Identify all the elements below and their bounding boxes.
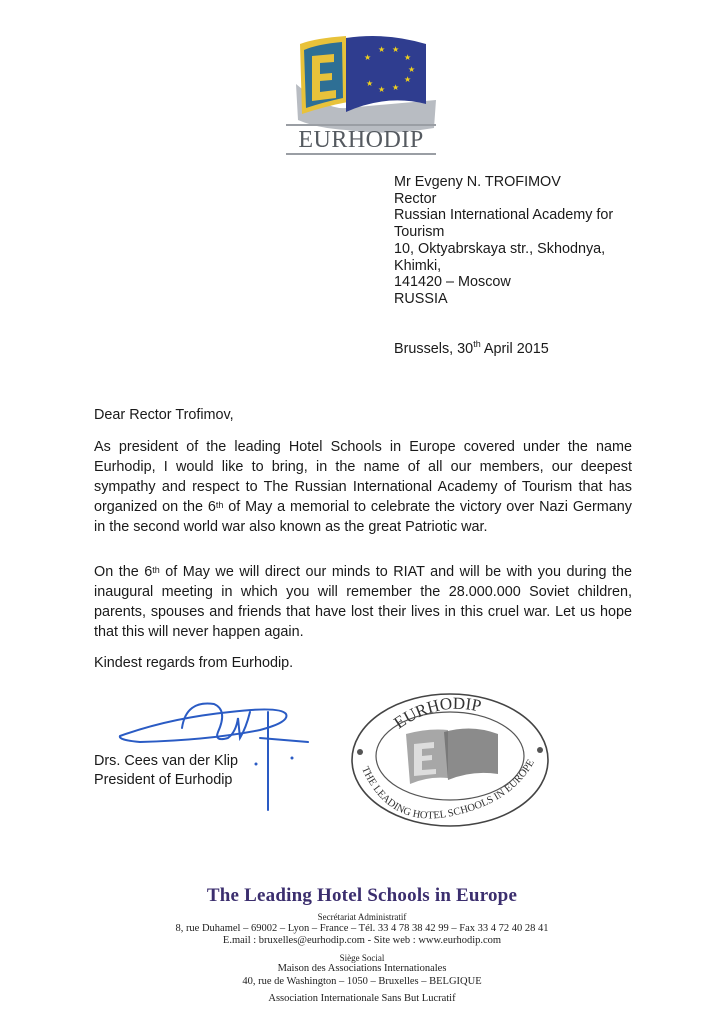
p2-text-b: of May we will direct our minds to RIAT and will be with you during the inaugural meeting in which you will remember the 28.000.000 Soviet children, parents, spouses and friends that have lost their lives in this cruel war. Let us hope that this will never happen again. xyxy=(94,564,632,640)
svg-text:★: ★ xyxy=(366,79,374,88)
recipient-line: Russian International Academy for xyxy=(394,207,614,224)
body-paragraph-1 xyxy=(94,437,632,537)
footer-seat-label: Siège Social xyxy=(339,953,385,963)
letter-date xyxy=(394,341,549,357)
recipient-line: 10, Oktyabrskaya str., Skhodnya, xyxy=(394,240,606,257)
svg-text:★: ★ xyxy=(364,53,372,62)
p2-text-a: On the 6 xyxy=(94,564,153,580)
svg-text:★: ★ xyxy=(392,45,400,54)
salutation: Dear Rector Trofimov, xyxy=(94,407,234,423)
svg-text:★: ★ xyxy=(392,83,400,92)
signer-name: Drs. Cees van der Klip xyxy=(94,753,238,769)
stamp-ring-text: THE LEADING HOTEL SCHOOLS IN EUROPE xyxy=(359,757,537,822)
footer-secretariat-address: 8, rue Duhamel – 69002 – Lyon – France – Tél. 33 4 78 38 42 99 – Fax 33 4 72 40 28 41 xyxy=(175,923,549,934)
recipient-address xyxy=(394,174,613,308)
svg-text:★: ★ xyxy=(378,45,386,54)
recipient-line: 141420 – Moscow xyxy=(394,274,511,291)
svg-text:★: ★ xyxy=(408,65,416,74)
footer-contact: E.mail : bruxelles@eurhodip.com - Site web : www.eurhodip.com xyxy=(222,935,502,946)
logo-wordmark: EURHODIP xyxy=(286,124,436,155)
recipient-line: Rector xyxy=(394,190,437,207)
signer-block xyxy=(94,752,238,790)
footer-seat-org: Maison des Associations Internationales xyxy=(277,963,447,974)
signer-title: President of Eurhodip xyxy=(94,772,233,788)
date-prefix: Brussels, 30 xyxy=(394,341,474,357)
footer-title: The Leading Hotel Schools in Europe xyxy=(206,885,518,906)
footer-secretariat-label: Secrétariat Administratif xyxy=(317,912,407,922)
svg-text:★: ★ xyxy=(404,75,412,84)
body-paragraph-2 xyxy=(94,562,632,642)
footer-legal-form: Association Internationale Sans But Lucratif xyxy=(268,993,456,1004)
eurhodip-stamp-icon xyxy=(348,690,552,830)
recipient-line: Khimki, xyxy=(394,257,442,274)
recipient-line: Tourism xyxy=(394,224,445,241)
p2-sup: th xyxy=(152,565,160,575)
recipient-line: Mr Evgeny N. TROFIMOV xyxy=(394,174,561,190)
date-suffix-sup: th xyxy=(473,339,481,349)
p1-text-b: of May a memorial to celebrate the victory over Nazi Germany in the second world war also known as the great Patriotic war. xyxy=(94,499,632,535)
p1-text-a: As president of the leading Hotel Schools in Europe covered under the name Eurhodip, I would like to bring, in the name of all our members, our deepest sympathy and respect to The Russian International Academy of Tourism that has organized on the 6 xyxy=(94,439,632,515)
svg-text:★: ★ xyxy=(378,85,386,94)
stamp-top-text: EURHODIP xyxy=(390,693,483,733)
recipient-line: RUSSIA xyxy=(394,290,448,307)
closing-line: Kindest regards from Eurhodip. xyxy=(94,655,294,671)
date-rest: April 2015 xyxy=(480,341,549,357)
p1-sup: th xyxy=(215,500,224,510)
svg-text:★: ★ xyxy=(404,53,412,62)
footer-seat-address: 40, rue de Washington – 1050 – Bruxelles – BELGIQUE xyxy=(242,976,482,987)
